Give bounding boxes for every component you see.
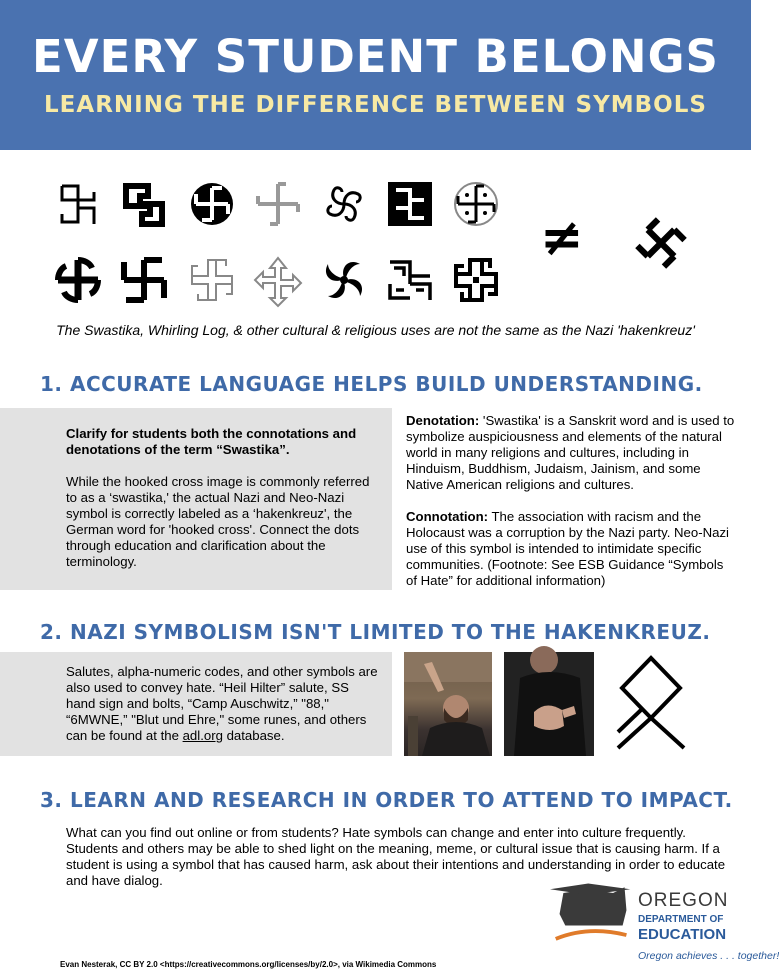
thin-cross-symbol-icon [254, 180, 302, 228]
hand-sign-photo [504, 652, 594, 756]
curved-swastika-icon [54, 256, 102, 304]
oregon-map-icon [550, 880, 636, 950]
denotation-text: 'Swastika' is a Sanskrit word and is used to symbolize auspiciousness and elements of the natural world in many religions and cultures, including in Hinduism, Buddhism, Judaism, Jainism, and some Native American religions and cultures. [406, 413, 735, 492]
connotation-paragraph [406, 509, 736, 589]
symbols-caption: The Swastika, Whirling Log, & other cultural & religious uses are not the same as the Nazi 'hakenkreuz' [56, 322, 695, 338]
not-equal-sign: ≠ [540, 208, 584, 268]
photo-credit: Evan Nesterak, CC BY 2.0 <https://creativecommons.org/licenses/by/2.0>, via Wikimedia Commons [60, 960, 437, 969]
hakenkreuz-icon [636, 218, 686, 268]
logo-tagline: Oregon achieves . . . together! [638, 950, 779, 962]
whirling-log-icon [320, 256, 368, 304]
section2-body: Salutes, alpha-numeric codes, and other symbols are also used to convey hate. “Heil Hilter” salute, SS hand sign and bolts, “Camp Auschwitz,” "88," “6MWNE,” "Blut und Ehre," some runes, and others can be found at the [66, 664, 378, 743]
denotation-paragraph [406, 413, 736, 493]
circle-cross-symbol-icon [452, 180, 500, 228]
section1-intro: Clarify for students both the connotations and denotations of the term “Swastika”. [66, 426, 357, 457]
swastika-square-icon [120, 180, 168, 228]
section1-right-text [406, 413, 736, 589]
swastika-outline-icon [54, 180, 102, 228]
oregon-doe-logo [540, 876, 779, 968]
maze-symbol-icon [386, 256, 434, 304]
connotation-text: The association with racism and the Holocaust was a corruption by the Nazi party. Neo-Nazi use of this symbol is intended to intimidate specific communities. (Footnote: See ESB Guidance “Symbols of Hate” for additional information) [406, 509, 729, 588]
denotation-label: Denotation: [406, 413, 480, 428]
section2-body-end: database. [222, 728, 285, 743]
logo-line2: DEPARTMENT OF [638, 914, 724, 925]
header-banner [0, 0, 751, 150]
section2-text [66, 664, 378, 744]
circle-swastika-icon [188, 180, 236, 228]
logo-line3: EDUCATION [638, 926, 727, 943]
othala-rune-icon [612, 652, 690, 752]
connotation-label: Connotation: [406, 509, 489, 524]
adl-link[interactable]: adl.org [182, 728, 223, 743]
arrow-cross-symbol-icon [254, 256, 302, 304]
swastika-bold-icon [120, 256, 168, 304]
stepped-cross-symbol-icon [452, 256, 500, 304]
spiral-swastika-icon [320, 180, 368, 228]
logo-line1: OREGON [638, 890, 729, 911]
grey-outline-symbol-icon [188, 256, 236, 304]
section1-left-text [66, 426, 376, 570]
page-subtitle: LEARNING THE DIFFERENCE BETWEEN SYMBOLS [44, 92, 707, 118]
square-block-symbol-icon [386, 180, 434, 228]
section1-heading: 1. ACCURATE LANGUAGE HELPS BUILD UNDERSTANDING. [40, 372, 703, 396]
section1-body: While the hooked cross image is commonly referred to as a ‘swastika,' the actual Nazi and Neo-Nazi symbol is correctly labeled as a ‘hakenkreuz', the German word for 'hooked cross'. Connect the dots through education and clarification about the terminology. [66, 474, 370, 569]
section3-body: What can you find out online or from students? Hate symbols can change and enter into culture frequently. Students and others may be able to shed light on the meaning, meme, or cultural issue that is causing harm. If a student is using a symbol that has caused harm, ask about their intentions and understanding in order to educate and have dialog. [66, 825, 726, 888]
section2-heading: 2. NAZI SYMBOLISM ISN'T LIMITED TO THE HAKENKREUZ. [40, 620, 711, 644]
page-title: EVERY STUDENT BELONGS [32, 30, 719, 83]
section3-heading: 3. LEARN AND RESEARCH IN ORDER TO ATTEND TO IMPACT. [40, 788, 733, 812]
salute-photo [404, 652, 492, 756]
